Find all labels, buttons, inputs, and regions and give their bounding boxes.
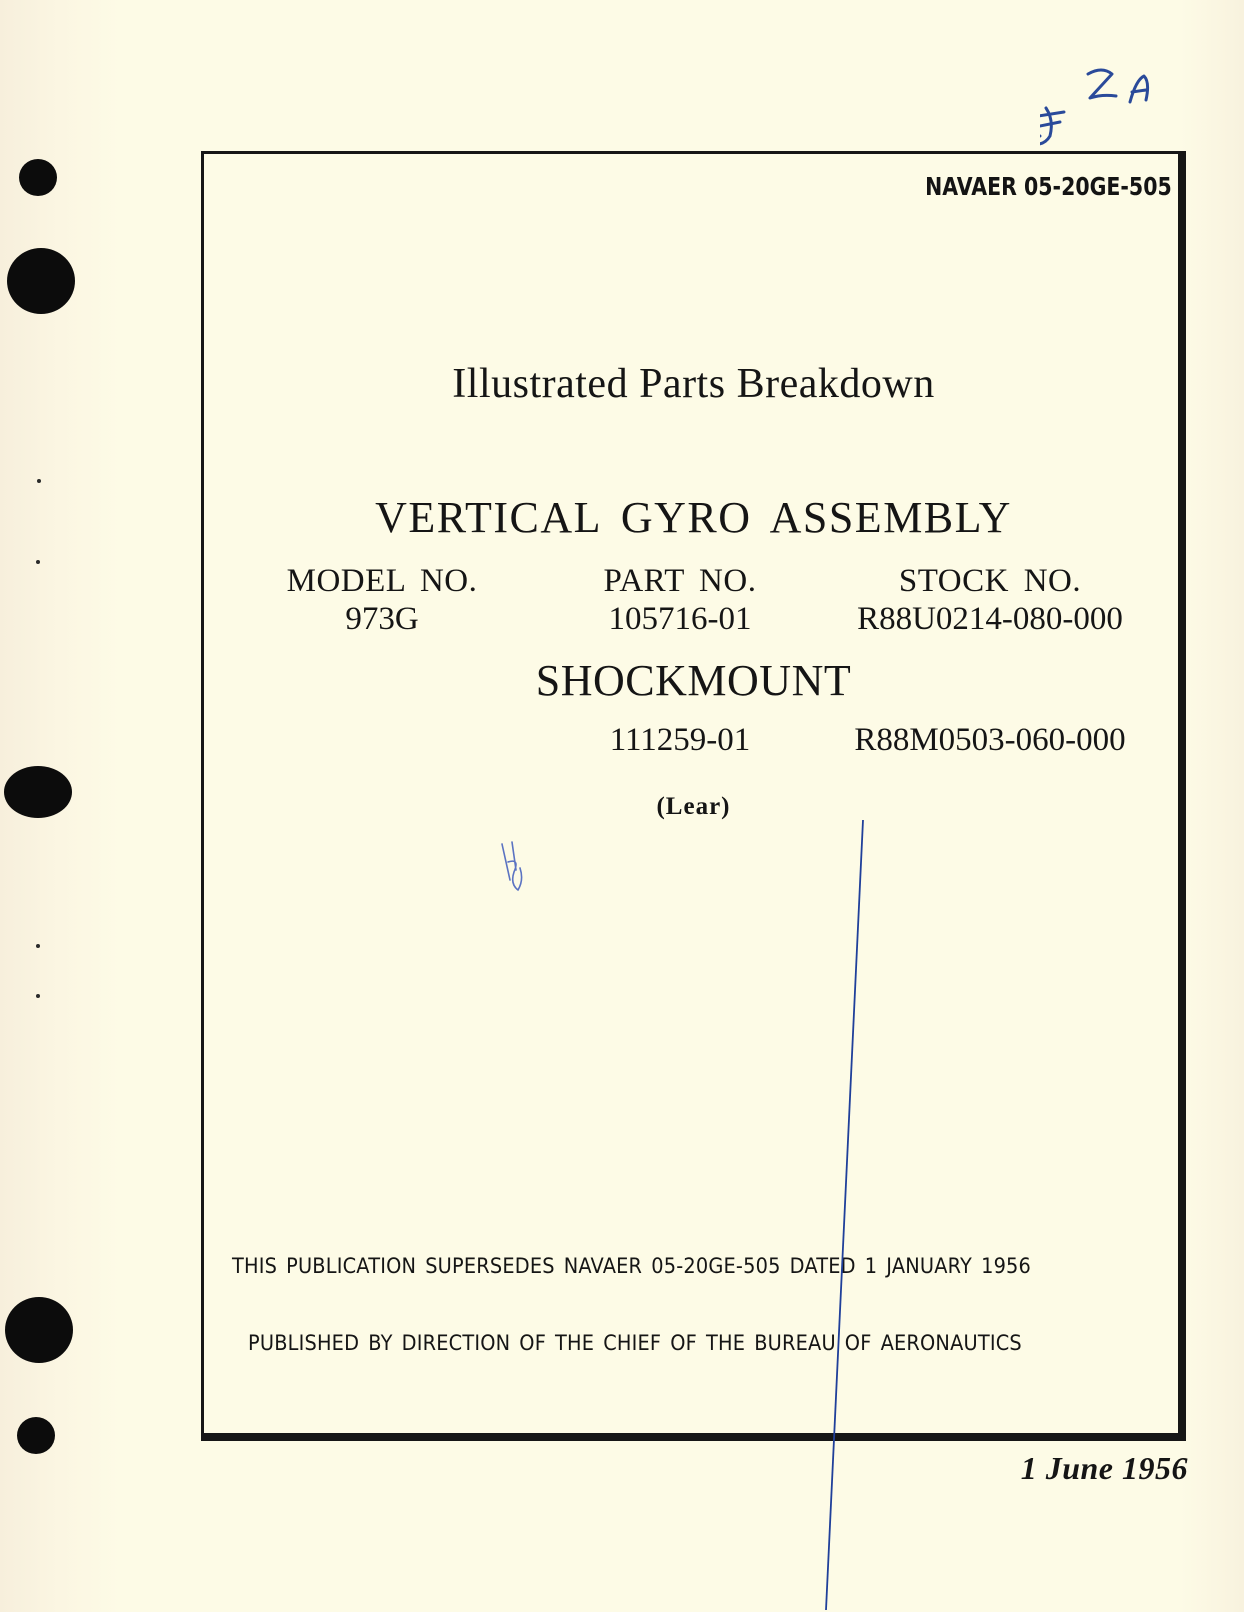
publication-date: 1 June 1956 [1020,1450,1188,1486]
model-value: 973G [345,601,419,637]
supersedes-notice: THIS PUBLICATION SUPERSEDES NAVAER 05-20GE-505 DATED 1 JANUARY 1956 [232,1254,1032,1279]
category-title: Illustrated Parts Breakdown [452,361,935,407]
document-number: NAVAER 05-20GE-505 [925,172,1172,201]
manufacturer: (Lear) [656,793,731,820]
stock-value: R88U0214-080-000 [857,601,1123,637]
model-label: MODEL NO. [286,563,478,599]
part-label: PART NO. [603,563,757,599]
stock-label: STOCK NO. [898,563,1082,599]
authority-notice: PUBLISHED BY DIRECTION OF THE CHIEF OF THE BUREAU OF AERONAUTICS [248,1331,1022,1356]
sub-item-part-no: 111259-01 [609,722,751,758]
main-title: VERTICAL GYRO ASSEMBLY [375,493,1012,542]
part-value: 105716-01 [608,601,752,637]
sub-item-title: SHOCKMOUNT [535,656,852,705]
sub-item-stock-no: R88M0503-060-000 [854,722,1126,758]
